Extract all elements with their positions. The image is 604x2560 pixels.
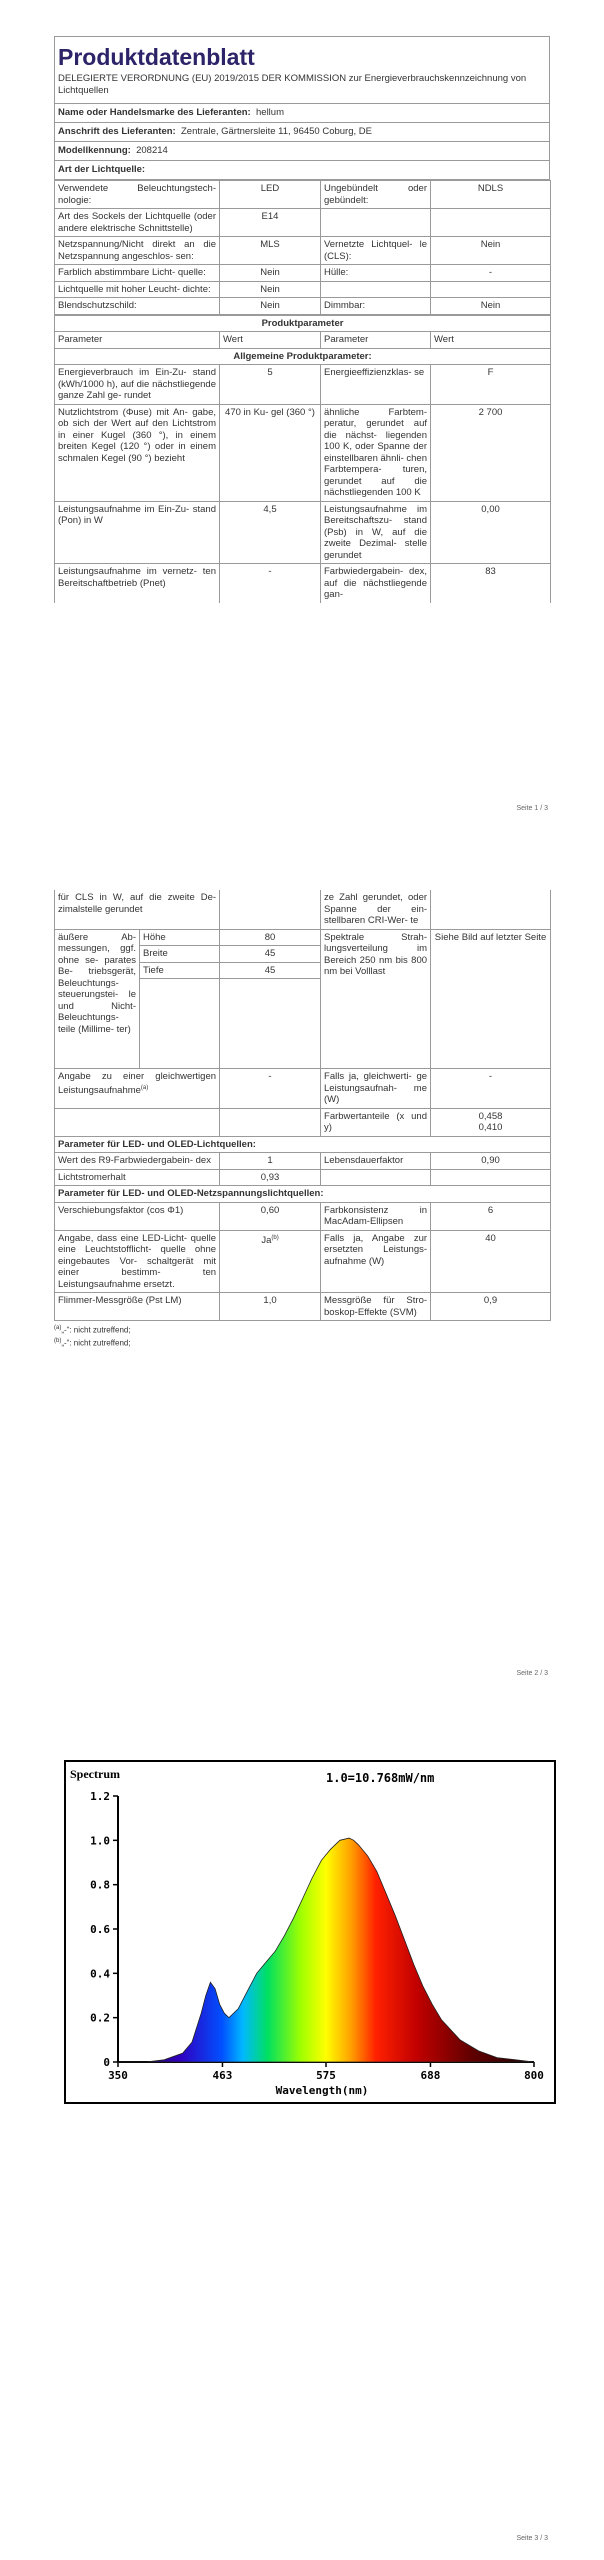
table-row <box>55 181 551 209</box>
param-value: NDLS <box>431 181 551 209</box>
x-tick-label: 350 <box>108 2069 128 2082</box>
table-row <box>55 365 551 405</box>
y-tick-label: 0 <box>103 2056 110 2069</box>
param-value: 2 700 <box>431 404 551 501</box>
x-tick-label: 800 <box>524 2069 544 2082</box>
table-row <box>55 237 551 265</box>
param-label: Messgröße für Stro- boskop-Effekte (SVM) <box>321 1293 431 1321</box>
spectrum-value: Siehe Bild auf letzter Seite <box>431 929 551 1069</box>
page-number: Seite 2 / 3 <box>516 1670 548 1677</box>
param-value: 0,00 <box>431 501 551 564</box>
x-tick-label: 688 <box>420 2069 441 2082</box>
x-axis-label: Wavelength(nm) <box>275 2084 369 2097</box>
param-value: Ja$^{(b)}$ <box>220 1230 321 1293</box>
param-label: für CLS in W, auf die zweite De- zimalstelle gerundet <box>55 890 220 929</box>
param-label: Art des Sockels der Lichtquelle (oder andere elektrische Schnittstelle) <box>55 209 220 237</box>
param-value: E14 <box>220 209 321 237</box>
header-box <box>54 36 550 104</box>
table-row <box>55 1202 551 1230</box>
param-label: Flimmer-Messgröße (Pst LM) <box>55 1293 220 1321</box>
param-value: 470 in Ku- gel (360 °) <box>220 404 321 501</box>
col-param: Parameter <box>55 332 220 349</box>
param-value: Nein <box>220 281 321 298</box>
param-label: Leistungsaufnahme im Bereitschaftszu- stand (Psb) in W, auf die zweite Dezimal- stelle gerundet <box>321 501 431 564</box>
led-mains-title: Parameter für LED- und OLED-Netzspannungslichtquellen: <box>55 1186 551 1203</box>
product-params-table-continued <box>54 890 551 1321</box>
light-source-table <box>54 180 551 315</box>
param-value: 0,9 <box>431 1293 551 1321</box>
dim-value: 45 <box>220 946 321 963</box>
dim-name: Höhe <box>140 929 220 946</box>
product-params-table <box>54 315 551 603</box>
model-line: Modellkennung: 208214 <box>54 142 550 161</box>
spectrum-svg <box>66 1762 554 2102</box>
supplier-name-line: Name oder Handelsmarke des Lieferanten: hellum <box>54 104 550 123</box>
table-row <box>55 265 551 282</box>
table-row <box>55 1108 551 1136</box>
param-label <box>321 209 431 237</box>
table-row <box>55 564 551 603</box>
supplier-name: hellum <box>256 107 284 118</box>
param-label: Wert des R9-Farbwiedergabein- dex <box>55 1153 220 1170</box>
light-type-heading: Art der Lichtquelle: <box>54 161 550 180</box>
table-row <box>55 890 551 929</box>
param-label: Farbwiedergabein- dex, auf die nächstliegende gan- <box>321 564 431 603</box>
model-id: 208214 <box>136 145 168 156</box>
param-value: 5 <box>220 365 321 405</box>
chart-annotation: 1.0=10.768mW/nm <box>326 1771 435 1785</box>
col-param-2: Parameter <box>321 332 431 349</box>
led-oled-title: Parameter für LED- und OLED-Lichtquellen: <box>55 1136 551 1153</box>
footnotes <box>54 1323 550 1348</box>
table-row <box>55 1169 551 1186</box>
col-value-2: Wert <box>431 332 551 349</box>
table-row <box>55 1153 551 1170</box>
param-label: Lichtquelle mit hoher Leucht- dichte: <box>55 281 220 298</box>
param-label: ähnliche Farbtem- peratur, gerundet auf die nächst- liegenden 100 K, oder Spanne der einstellbaren ähnli- chen Farbtempera- turen, gerundet auf die nächstliegenden 100 K <box>321 404 431 501</box>
param-label: Leistungsaufnahme im Ein-Zu- stand (Pon) in W <box>55 501 220 564</box>
param-label: Ungebündelt oder gebündelt: <box>321 181 431 209</box>
param-value: 1 <box>220 1153 321 1170</box>
param-label: Netzspannung/Nicht direkt an die Netzspannung angeschlos- sen: <box>55 237 220 265</box>
col-value: Wert <box>220 332 321 349</box>
page-number: Seite 3 / 3 <box>516 2535 548 2542</box>
param-label: Angabe zu einer gleichwertigen Leistungsaufnahme$^{(a)}$ <box>55 1069 220 1109</box>
param-label: ze Zahl gerundet, oder Spanne der ein- stellbaren CRI-Wer- te <box>321 890 431 929</box>
param-value: 40 <box>431 1230 551 1293</box>
param-value: 4,5 <box>220 501 321 564</box>
table-row <box>55 404 551 501</box>
param-value: F <box>431 365 551 405</box>
table-row <box>55 1069 551 1109</box>
dimensions-row <box>55 929 551 946</box>
param-value: 0,60 <box>220 1202 321 1230</box>
table-row <box>55 1293 551 1321</box>
dimensions-label: äußere Ab- messungen, ggf. ohne se- parates Be- triebsgerät, Beleuchtungs- steuerungstei- le und Nicht- Beleuchtungs- teile (Millime- ter) <box>55 929 140 1069</box>
param-label: Falls ja, Angabe zur ersetzten Leistungs- aufnahme (W) <box>321 1230 431 1293</box>
table-row <box>55 501 551 564</box>
param-label: Lichtstromerhalt <box>55 1169 220 1186</box>
param-value: - <box>431 1069 551 1109</box>
param-label: Verschiebungsfaktor (cos Φ1) <box>55 1202 220 1230</box>
regulation-subtitle: DELEGIERTE VERORDNUNG (EU) 2019/2015 DER KOMMISSION zur Energieverbrauchskennzeichnung von Lichtquellen <box>58 73 527 96</box>
param-value: - <box>431 265 551 282</box>
dim-value: 80 <box>220 929 321 946</box>
param-label <box>321 281 431 298</box>
param-value: Nein <box>220 265 321 282</box>
param-value <box>431 281 551 298</box>
param-value: Nein <box>220 298 321 315</box>
param-label: Energieeffizienzklas- se <box>321 365 431 405</box>
page-title: Produktdatenblatt <box>58 44 255 70</box>
param-value: LED <box>220 181 321 209</box>
param-label: Hülle: <box>321 265 431 282</box>
page-number: Seite 1 / 3 <box>516 805 548 812</box>
param-label <box>321 1169 431 1186</box>
y-tick-label: 0.8 <box>90 1878 110 1892</box>
param-value: MLS <box>220 237 321 265</box>
page-1 <box>0 0 604 820</box>
param-label: Lebensdauerfaktor <box>321 1153 431 1170</box>
param-value: 0,458 0,410 <box>431 1108 551 1136</box>
param-value <box>431 209 551 237</box>
param-label: Farbkonsistenz in MacAdam-Ellipsen <box>321 1202 431 1230</box>
table-row <box>55 281 551 298</box>
chart-title: Spectrum <box>70 1767 120 1781</box>
param-label: Farblich abstimmbare Licht- quelle: <box>55 265 220 282</box>
param-label: Energieverbrauch im Ein-Zu- stand (kWh/1000 h), auf die nächstliegende ganze Zahl ge- rundet <box>55 365 220 405</box>
param-label: Angabe, dass eine LED-Licht- quelle eine Leuchtstofflicht- quelle ohne eingebautes Vor- schaltgerät mit einer bestimm- ten Leistungsaufnahme ersetzt. <box>55 1230 220 1293</box>
dim-name: Breite <box>140 946 220 963</box>
footnote: $^{(a)}$„-“: nicht zutreffend; <box>54 1325 131 1335</box>
datasheet-page-2 <box>54 890 550 1348</box>
param-value: - <box>220 564 321 603</box>
y-tick-label: 0.4 <box>90 1967 110 1981</box>
supplier-address-line: Anschrift des Lieferanten: Zentrale, Gärtnersleite 11, 96450 Coburg, DE <box>54 123 550 142</box>
param-label: Falls ja, gleichwerti- ge Leistungsaufnah- me (W) <box>321 1069 431 1109</box>
x-tick-label: 575 <box>316 2069 336 2082</box>
spectrum-label: Spektrale Strah- lungsverteilung im Bereich 250 nm bis 800 nm bei Volllast <box>321 929 431 1069</box>
table-row <box>55 209 551 237</box>
param-value: - <box>220 1069 321 1109</box>
y-tick-label: 0.2 <box>90 2011 110 2025</box>
supplier-address: Zentrale, Gärtnersleite 11, 96450 Coburg, DE <box>181 126 372 137</box>
param-value: 0,93 <box>220 1169 321 1186</box>
table-row <box>55 1230 551 1293</box>
dim-value: 45 <box>220 962 321 979</box>
page-3 <box>0 1740 604 2560</box>
param-label: Farbwertanteile (x und y) <box>321 1108 431 1136</box>
param-label: Vernetzte Lichtquel- le (CLS): <box>321 237 431 265</box>
footnote: $^{(b)}$„-“: nicht zutreffend; <box>54 1337 131 1348</box>
y-tick-label: 1.0 <box>90 1834 110 1848</box>
general-params-title: Allgemeine Produktparameter: <box>55 348 551 365</box>
dim-name: Tiefe <box>140 962 220 979</box>
param-label: Verwendete Beleuchtungstech- nologie: <box>55 181 220 209</box>
param-value: 6 <box>431 1202 551 1230</box>
table-row <box>55 298 551 315</box>
param-value: 1,0 <box>220 1293 321 1321</box>
datasheet-page-1 <box>54 36 550 603</box>
param-label: Blendschutzschild: <box>55 298 220 315</box>
product-params-title: Produktparameter <box>55 315 551 332</box>
param-label: Dimmbar: <box>321 298 431 315</box>
param-value: Nein <box>431 237 551 265</box>
spectrum-chart <box>64 1760 556 2104</box>
spectrum-area <box>118 1838 534 2062</box>
page-2 <box>0 880 604 1700</box>
param-value: 0,90 <box>431 1153 551 1170</box>
param-value <box>431 1169 551 1186</box>
x-tick-label: 463 <box>212 2069 233 2082</box>
param-value: 83 <box>431 564 551 603</box>
param-label: Leistungsaufnahme im vernetz- ten Bereitschaftbetrieb (Pnet) <box>55 564 220 603</box>
y-tick-label: 1.2 <box>90 1790 110 1803</box>
param-value: Nein <box>431 298 551 315</box>
param-label: Nutzlichtstrom (Φuse) mit An- gabe, ob sich der Wert auf den Lichtstrom in einer Kugel (360 °), in einem breiten Kegel (120 °) oder in einem schmalen Kegel (90 °) bezieht <box>55 404 220 501</box>
y-tick-label: 0.6 <box>90 1923 110 1936</box>
